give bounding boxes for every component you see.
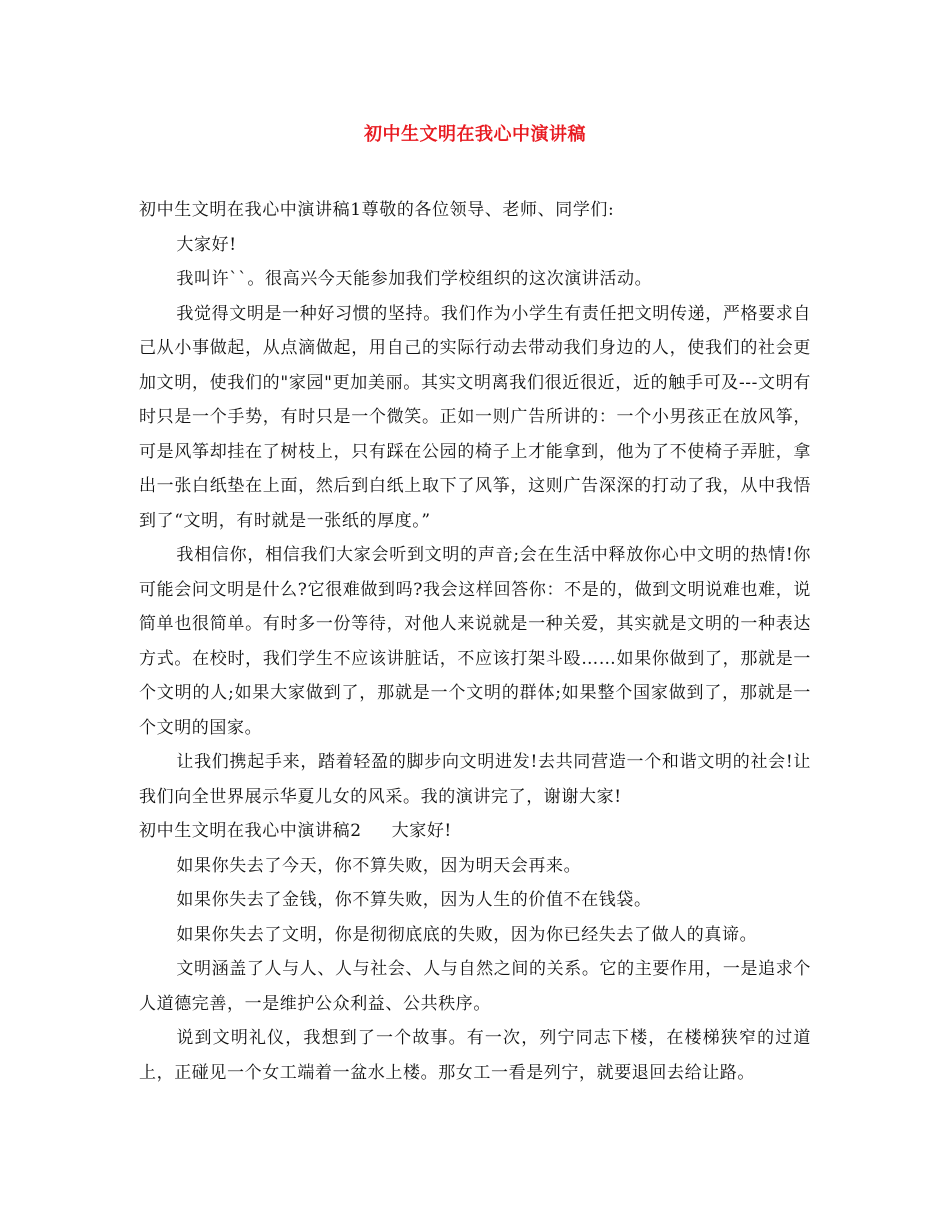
- paragraph: 文明涵盖了人与人、人与社会、人与自然之间的关系。它的主要作用，一是追求个人道德完善，一是维护公众利益、公共秩序。: [139, 959, 811, 1014]
- paragraph: 我叫许``。很高兴今天能参加我们学校组织的这次演讲活动。: [176, 269, 653, 289]
- paragraph: 我相信你，相信我们大家会听到文明的声音;会在生活中释放你心中文明的热情!你可能会问文明是什么?它很难做到吗?我会这样回答你：不是的，做到文明说难也难，说简单也很简单。有时多一份等待，对他人来说就是一种关爱，其实就是文明的一种表达方式。在校时，我们学生不应该讲脏话，不应该打架斗殴……如果你做到了，那就是一个文明的人;如果大家做到了，那就是一个文明的群体;如果整个国家做到了，那就是一个文明的国家。: [139, 545, 811, 738]
- paragraph: 如果你失去了金钱，你不算失败，因为人生的价值不在钱袋。: [176, 890, 652, 910]
- paragraph: 说到文明礼仪，我想到了一个故事。有一次，列宁同志下楼，在楼梯狭窄的过道上，正碰见一个女工端着一盆水上楼。那女工一看是列宁，就要退回去给让路。: [139, 1028, 811, 1083]
- speech1-heading: 初中生文明在我心中演讲稿1尊敬的各位领导、老师、同学们:: [139, 200, 615, 220]
- paragraph: 如果你失去了文明，你是彻彻底底的失败，因为你已经失去了做人的真谛。: [176, 924, 758, 945]
- speech2-greeting: 大家好!: [391, 821, 452, 841]
- paragraph: 如果你失去了今天，你不算失败，因为明天会再来。: [176, 855, 582, 876]
- document-title: 初中生文明在我心中演讲稿: [364, 124, 586, 145]
- paragraph: 我觉得文明是一种好习惯的坚持。我们作为小学生有责任把文明传递，严格要求自己从小事做起，从点滴做起，用自己的实际行动去带动我们身边的人，使我们的社会更加文明，使我们的"家园"更加美丽。其实文明离我们很近很近，近的触手可及---文明有时只是一个手势，有时只是一个微笑。正如一则广告所讲的：一个小男孩正在放风筝，可是风筝却挂在了树枝上，只有踩在公园的椅子上才能拿到，他为了不使椅子弄脏，拿出一张白纸垫在上面，然后到白纸上取下了风筝，这则广告深深的打动了我，从中我悟到了“文明，有时就是一张纸的厚度。”: [139, 303, 811, 531]
- speech2-heading-line: [139, 814, 811, 849]
- document-body: [139, 193, 811, 1090]
- speech2-heading: 初中生文明在我心中演讲稿2: [139, 821, 362, 841]
- paragraph: 大家好!: [176, 234, 237, 255]
- paragraph: 让我们携起手来，踏着轻盈的脚步向文明进发!去共同营造一个和谐文明的社会!让我们向全世界展示华夏儿女的风采。我的演讲完了，谢谢大家!: [139, 752, 811, 807]
